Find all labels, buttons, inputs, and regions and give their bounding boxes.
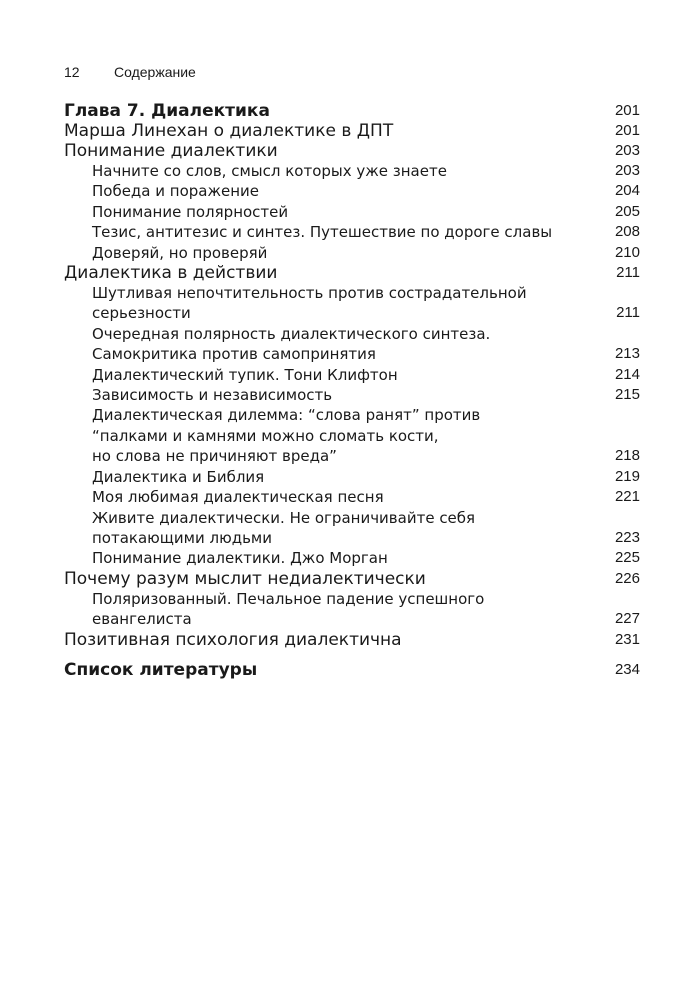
toc-entry-page-number: 211 bbox=[616, 264, 640, 282]
running-head bbox=[64, 64, 196, 80]
page-number: 12 bbox=[64, 64, 80, 80]
toc-entry-title-line: “палками и камнями можно сломать кости, bbox=[92, 426, 439, 445]
toc-entry-title-line: Понимание диалектики bbox=[64, 141, 278, 161]
toc-entry-title bbox=[92, 283, 588, 324]
toc-entry-title bbox=[92, 222, 588, 242]
toc-entry-title-line: Понимание полярностей bbox=[92, 202, 289, 221]
toc-entry-title-line: Список литературы bbox=[64, 659, 258, 680]
toc-entry-title bbox=[92, 161, 588, 181]
toc-subsection-entry bbox=[64, 508, 640, 549]
toc-entry-title-line: Диалектическая дилемма: “слова ранят” против bbox=[92, 406, 481, 425]
toc-entry-title bbox=[64, 630, 588, 650]
toc-entry-title-line: Позитивная психология диалектична bbox=[64, 629, 402, 650]
toc-entry-title-line: Глава 7. Диалектика bbox=[64, 101, 270, 121]
toc-entry-title bbox=[92, 385, 588, 405]
toc-section-entry bbox=[64, 121, 640, 141]
toc-entry-title-line: Моя любимая диалектическая песня bbox=[92, 488, 384, 507]
toc-entry-title bbox=[64, 263, 588, 283]
toc-entry-title-line: Живите диалектически. Не ограничивайте себя bbox=[92, 508, 476, 527]
section-title: Содержание bbox=[114, 64, 196, 80]
toc-entry-title-line: Понимание диалектики. Джо Морган bbox=[92, 549, 388, 568]
toc-section-entry bbox=[64, 660, 640, 680]
toc-subsection-entry bbox=[64, 589, 640, 630]
toc-entry-title-line: но слова не причиняют вреда” bbox=[92, 447, 337, 466]
toc-entry-title bbox=[92, 365, 588, 385]
toc-entry-title bbox=[92, 487, 588, 507]
toc-subsection-entry bbox=[64, 283, 640, 324]
toc-entry-title-line: Поляризованный. Печальное падение успешного bbox=[92, 589, 485, 608]
toc-entry-page-number: 221 bbox=[614, 488, 640, 506]
toc-entry-title bbox=[92, 181, 588, 201]
toc-entry-title-line: евангелиста bbox=[92, 610, 192, 629]
toc-entry-page-number: 214 bbox=[614, 365, 640, 383]
toc-entry-title bbox=[92, 548, 588, 568]
toc-entry-title-line: Диалектический тупик. Тони Клифтон bbox=[92, 365, 398, 384]
toc-entry-page-number: 201 bbox=[614, 102, 640, 119]
toc-entry-title-line: потакающими людьми bbox=[92, 528, 272, 547]
toc-subsection-entry bbox=[64, 202, 640, 222]
toc-subsection-entry bbox=[64, 365, 640, 385]
toc-entry-title bbox=[92, 202, 588, 222]
toc-entry-page-number: 208 bbox=[614, 223, 640, 241]
toc-subsection-entry bbox=[64, 181, 640, 201]
toc-entry-title-line: Очередная полярность диалектического синтеза. bbox=[92, 324, 491, 343]
toc-section-entry bbox=[64, 569, 640, 589]
toc-subsection-entry bbox=[64, 161, 640, 181]
toc-subsection-entry bbox=[64, 548, 640, 568]
toc-entry-title bbox=[92, 243, 588, 263]
toc-entry-title-line: Доверяй, но проверяй bbox=[92, 243, 268, 262]
toc-entry-title bbox=[92, 589, 588, 630]
toc-entry-title bbox=[64, 660, 588, 680]
toc-entry-page-number: 201 bbox=[614, 122, 640, 139]
toc-entry-title bbox=[64, 569, 588, 589]
toc-section-entry bbox=[64, 141, 640, 161]
toc-entry-title-line: Победа и поражение bbox=[92, 182, 260, 201]
toc-entry-title-line: Зависимость и независимость bbox=[92, 386, 333, 405]
toc-entry-title-line: Тезис, антитезис и синтез. Путешествие по дороге славы bbox=[92, 223, 553, 242]
toc-subsection-entry bbox=[64, 405, 640, 466]
toc-entry-page-number: 203 bbox=[614, 162, 640, 179]
toc-entry-page-number: 226 bbox=[614, 569, 640, 587]
toc-subsection-entry bbox=[64, 487, 640, 507]
toc-entry-page-number: 205 bbox=[614, 202, 640, 220]
toc-entry-title bbox=[92, 467, 588, 487]
toc-entry-title bbox=[92, 344, 588, 364]
toc-entry-title bbox=[64, 121, 588, 141]
toc-entry-page-number: 223 bbox=[614, 528, 640, 546]
toc-subsection-entry bbox=[64, 324, 640, 344]
toc-entry-title bbox=[92, 508, 588, 549]
toc-entry-page-number: 219 bbox=[614, 467, 640, 485]
toc-entry-title-line: Диалектика в действии bbox=[64, 263, 278, 284]
toc-entry-title bbox=[64, 141, 588, 161]
toc-entry-page-number: 225 bbox=[614, 549, 640, 567]
toc-entry-page-number: 215 bbox=[614, 386, 640, 404]
toc-entry-title bbox=[92, 405, 588, 466]
toc-entry-page-number: 210 bbox=[614, 243, 640, 261]
toc-entry-title bbox=[64, 101, 588, 121]
toc-subsection-entry bbox=[64, 344, 640, 364]
toc-entry-page-number: 231 bbox=[614, 630, 640, 648]
toc-subsection-entry bbox=[64, 385, 640, 405]
toc-entry-page-number: 204 bbox=[614, 182, 640, 200]
toc-section-entry bbox=[64, 263, 640, 283]
toc-section-entry bbox=[64, 101, 640, 121]
toc-subsection-entry bbox=[64, 243, 640, 263]
toc-entry-title-line: Диалектика и Библия bbox=[92, 467, 265, 486]
toc-entry-title-line: серьезности bbox=[92, 304, 191, 323]
toc-entry-page-number: 234 bbox=[614, 660, 640, 678]
toc-entry-page-number: 213 bbox=[614, 345, 640, 363]
table-of-contents bbox=[64, 101, 640, 680]
toc-entry-page-number: 203 bbox=[614, 142, 640, 159]
toc-entry-title-line: Шутливая непочтительность против сострадательной bbox=[92, 284, 527, 303]
toc-subsection-entry bbox=[64, 222, 640, 242]
toc-entry-title-line: Начните со слов, смысл которых уже знаете bbox=[92, 162, 447, 180]
toc-subsection-entry bbox=[64, 467, 640, 487]
toc-entry-title-line: Почему разум мыслит недиалектически bbox=[64, 568, 426, 589]
toc-entry-title-line: Самокритика против самопринятия bbox=[92, 345, 376, 364]
toc-entry-page-number: 218 bbox=[614, 447, 640, 465]
toc-entry-title bbox=[92, 324, 588, 344]
toc-section-entry bbox=[64, 630, 640, 650]
toc-entry-page-number: 211 bbox=[616, 304, 640, 322]
toc-entry-title-line: Марша Линехан о диалектике в ДПТ bbox=[64, 121, 394, 141]
toc-entry-page-number: 227 bbox=[614, 610, 640, 628]
